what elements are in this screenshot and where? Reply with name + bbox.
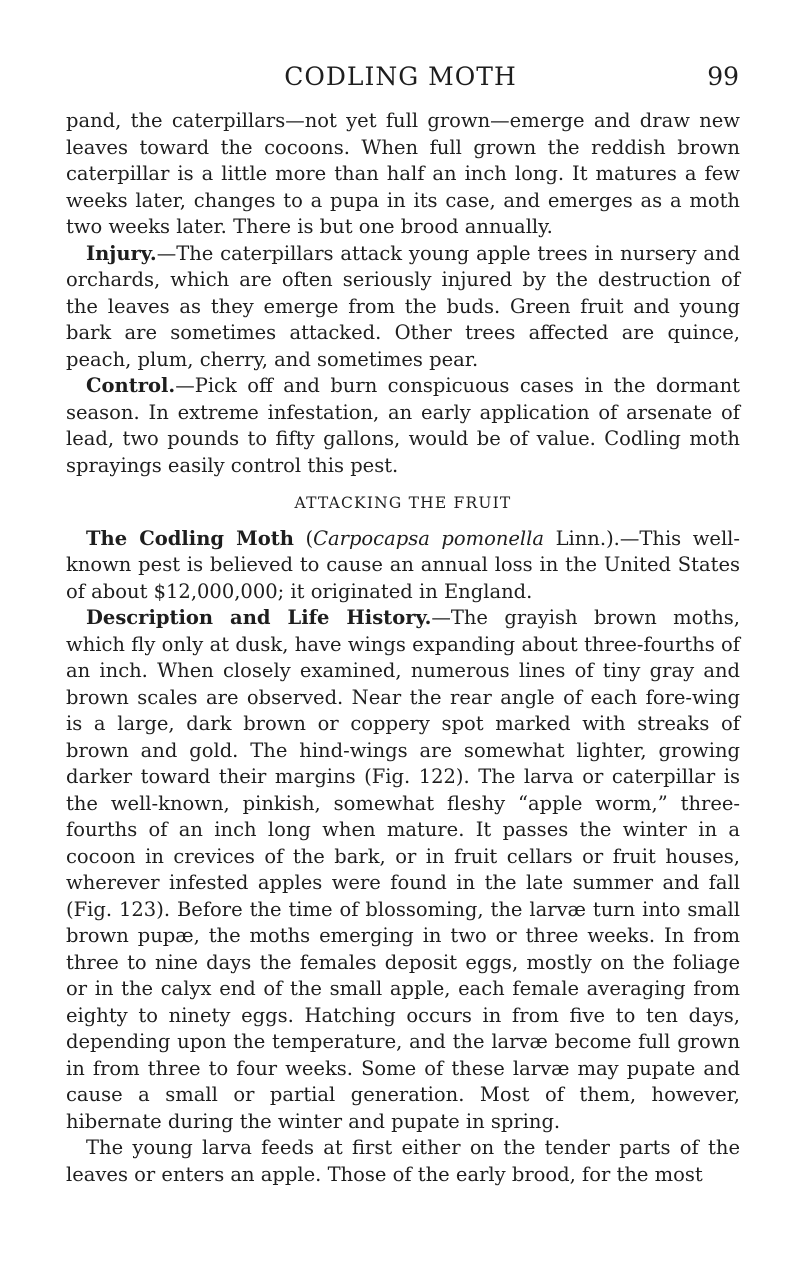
paragraph-description: Description and Life History.—The grayish brown moths, which fly only at dusk, have wings expanding about three-fourths of an inch. When closely examined, numerous lines of tiny gray and brown scales are observed. Near the rear angle of each fore-wing is a large, dark brown or coppery spot marked with streaks of brown and gold. The hind-wings are somewhat lighter, growing darker toward their margins (Fig. 122). The larva or caterpillar is the well-known, pinkish, somewhat fleshy “apple worm,” three-fourths of an inch long when mature. It passes the winter in a cocoon in crevices of the bark, or in fruit cellars or fruit houses, wherever infested apples were found in the late summer and fall (Fig. 123). Before the time of blossoming, the larvæ turn into small brown pupæ, the moths emerging in two or three weeks. In from three to nine days the females deposit eggs, mostly on the foliage or in the calyx end of the small apple, each female averaging from eighty to ninety eggs. Hatching occurs in from five to ten days, depending upon the temperature, and the larvæ become full grown in from three to four weeks. Some of these larvæ may pupate and cause a small or partial generation. Most of them, however, hibernate during the winter and pupate in spring. <box>66 606 740 1133</box>
paragraph-control: Control.—Pick off and burn conspicuous cases in the dormant season. In extreme infestation, an early application of arsenate of lead, two pounds to fifty gallons, would be of value. Codling moth sprayings easily control this pest. <box>66 374 740 477</box>
page-number: 99 <box>707 62 739 91</box>
running-title: CODLING MOTH <box>284 62 517 91</box>
run-in-heading-codling: The Codling Moth <box>86 526 294 550</box>
paragraph-young-larva: The young larva feeds at first either on the tender parts of the leaves or enters an apple. Those of the early brood, for the most <box>66 1136 740 1186</box>
species-name: Carpocapsa pomonella <box>313 526 545 550</box>
body-text <box>66 108 740 1188</box>
run-in-heading-control: Control. <box>86 374 176 397</box>
paragraph-continuation: pand, the caterpillars—not yet full grown—emerge and draw new leaves toward the cocoons. When full grown the reddish brown caterpillar is a little more than half an inch long. It matures a few weeks later, changes to a pupa in its case, and emerges as a moth two weeks later. There is but one brood annually. <box>66 109 740 238</box>
run-in-heading-description: Description and Life History. <box>86 606 432 629</box>
paragraph-injury: Injury.—The caterpillars attack young apple trees in nursery and orchards, which are often seriously injured by the destruction of the leaves as they emerge from the buds. Green fruit and young bark are sometimes attacked. Other trees affected are quince, peach, plum, cherry, and sometimes pear. <box>66 241 740 371</box>
paragraph-codling-moth: The Codling Moth (Carpocapsa pomonella Linn.).—This well-known pest is believed to cause an annual loss in the United States of about $12,000,000; it originated in England. <box>66 526 741 603</box>
run-in-heading-injury: Injury. <box>86 241 157 265</box>
section-heading: ATTACKING THE FRUIT <box>294 494 512 512</box>
page-header <box>0 62 801 96</box>
